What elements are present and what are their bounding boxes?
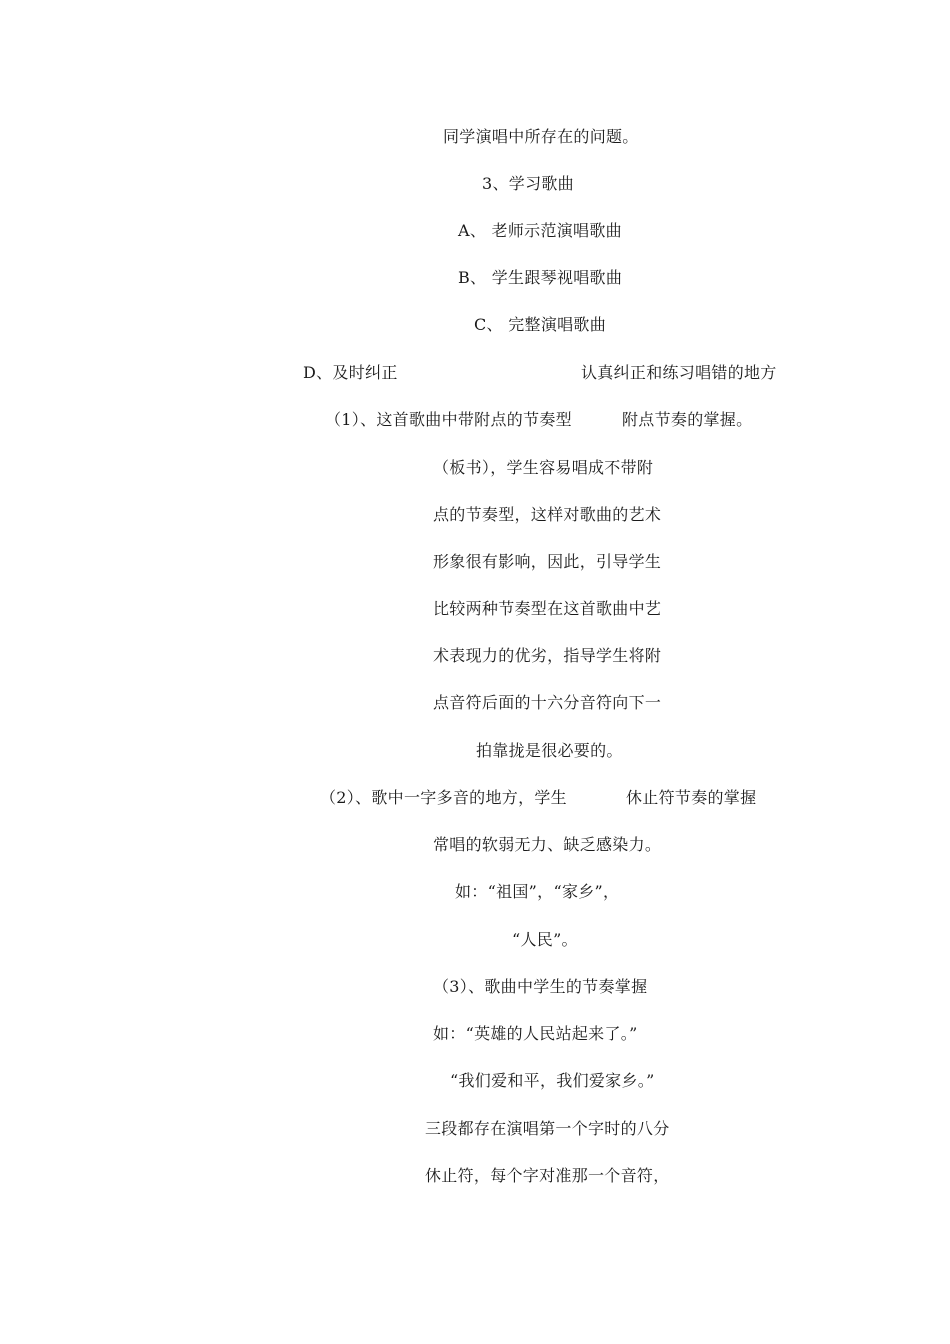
text-line: 常唱的软弱无力、缺乏感染力。 xyxy=(433,835,662,854)
list-item: A、 老师示范演唱歌曲 xyxy=(458,221,622,240)
text-line: （板书），学生容易唱成不带附 xyxy=(433,458,654,477)
text-line: （1）、这首歌曲中带附点的节奏型 xyxy=(325,410,572,429)
text-line: “我们爱和平，我们爱家乡。” xyxy=(450,1071,655,1090)
text-line: （2）、歌中一字多音的地方，学生 xyxy=(320,788,567,807)
list-item: D、及时纠正 xyxy=(303,363,398,382)
text-line: 术表现力的优劣，指导学生将附 xyxy=(433,646,662,665)
text-line: 拍靠拢是很必要的。 xyxy=(476,741,623,760)
text-line: 三段都存在演唱第一个字时的八分 xyxy=(425,1119,670,1138)
text-line: 形象很有影响，因此，引导学生 xyxy=(433,552,662,571)
text-line: 休止符，每个字对准那一个音符， xyxy=(425,1166,670,1185)
text-line: “人民”。 xyxy=(512,930,578,949)
text-line: 附点节奏的掌握。 xyxy=(622,410,753,429)
list-item: B、 学生跟琴视唱歌曲 xyxy=(458,268,623,287)
text-line: 点的节奏型，这样对歌曲的艺术 xyxy=(433,505,662,524)
text-line: 休止符节奏的掌握 xyxy=(626,788,757,807)
text-line: 认真纠正和练习唱错的地方 xyxy=(581,363,777,382)
text-line: 如：“英雄的人民站起来了。” xyxy=(433,1024,638,1043)
text-line: 如：“祖国”，“家乡”， xyxy=(455,882,620,901)
section-heading: 3、学习歌曲 xyxy=(482,174,574,193)
text-line: （3）、歌曲中学生的节奏掌握 xyxy=(433,977,648,996)
list-item: C、 完整演唱歌曲 xyxy=(474,315,607,334)
text-line: 点音符后面的十六分音符向下一 xyxy=(433,693,662,712)
text-line: 比较两种节奏型在这首歌曲中艺 xyxy=(433,599,662,618)
text-line: 同学演唱中所存在的问题。 xyxy=(443,127,639,146)
